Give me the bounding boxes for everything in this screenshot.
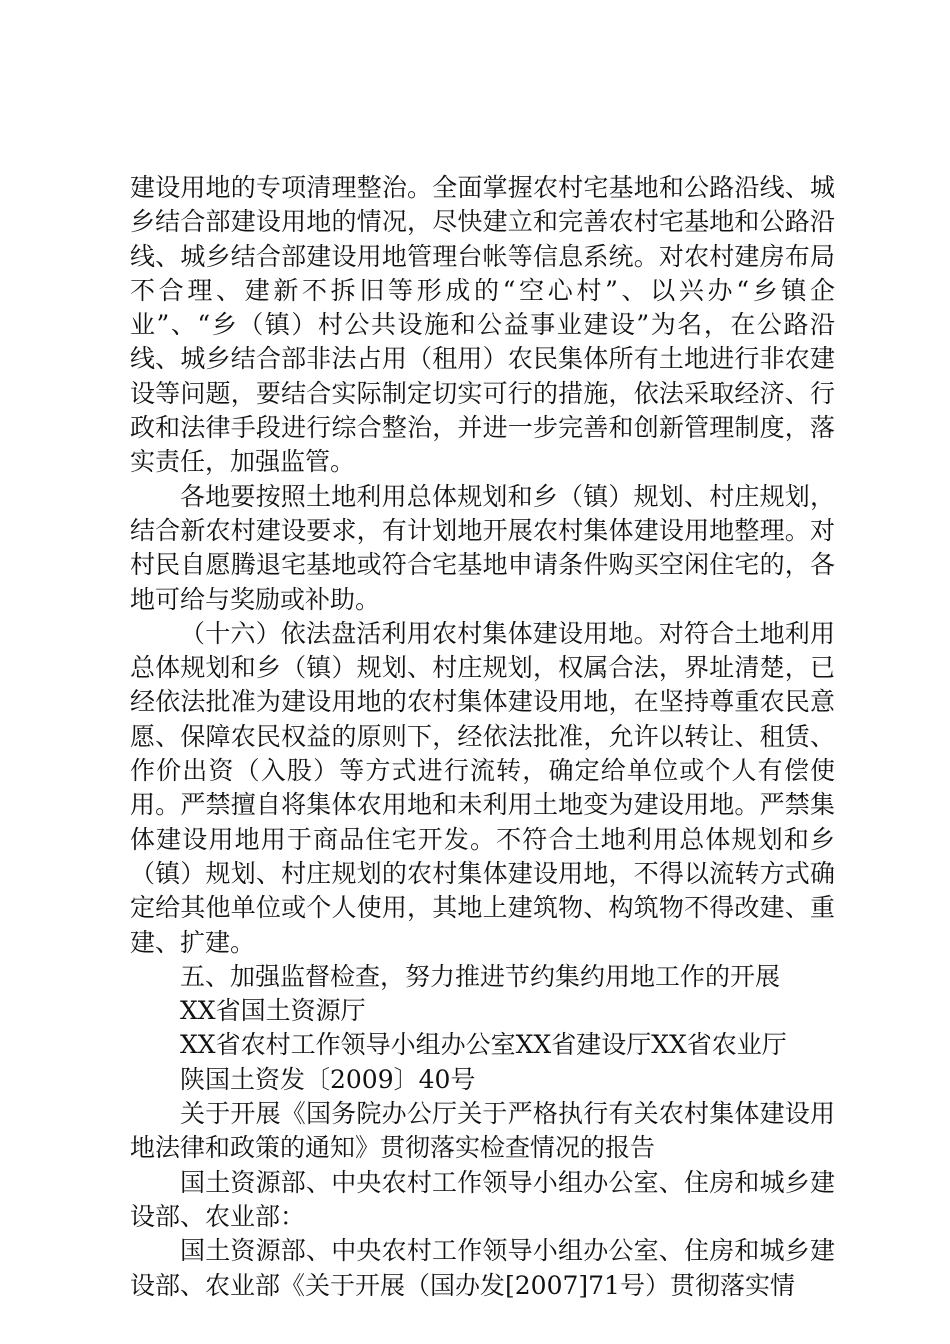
issuer-other-departments: XX省农村工作领导小组办公室XX省建设厅XX省农业厅 [180,1030,787,1060]
paragraph-land-consolidation: 各地要按照土地利用总体规划和乡（镇）规划、村庄规划，结合新农村建设要求，有计划地开展农村集体建设用地整理。对村民自愿腾退宅基地或符合宅基地申请条件购买空闲住宅的，各地可给与奖励或补助。 [130,481,835,614]
section-heading-five: 五、加强监督检查，努力推进节约集约用地工作的开展 [180,961,781,991]
document-page [130,171,835,1303]
report-addressees: 国土资源部、中央农村工作领导小组办公室、住房和城乡建设部、农业部： [130,1167,835,1231]
document-number: 陕国土资发〔2009〕40号 [180,1064,476,1094]
issuer-land-department: XX省国土资源厅 [180,996,366,1026]
paragraph-item-sixteen: （十六）依法盘活利用农村集体建设用地。对符合土地利用总体规划和乡（镇）规划、村庄规划，权属合法，界址清楚，已经依法批准为建设用地的农村集体建设用地，在坚持尊重农民意愿、保障农民权益的原则下，经依法批准，允许以转让、租赁、作价出资（入股）等方式进行流转，确定给单位或个人有偿使用。严禁擅自将集体农用地和未利用土地变为建设用地。严禁集体建设用地用于商品住宅开发。不符合土地利用总体规划和乡（镇）规划、村庄规划的农村集体建设用地，不得以流转方式确定给其他单位或个人使用，其地上建筑物、构筑物不得改建、重建、扩建。 [130,618,835,957]
report-body-start: 国土资源部、中央农村工作领导小组办公室、住房和城乡建设部、农业部《关于开展（国办发[2007]71号）贯彻落实情 [130,1236,835,1300]
report-title: 关于开展《国务院办公厅关于严格执行有关农村集体建设用地法律和政策的通知》贯彻落实检查情况的报告 [130,1099,835,1163]
paragraph-land-cleanup: 建设用地的专项清理整治。全面掌握农村宅基地和公路沿线、城乡结合部建设用地的情况，尽快建立和完善农村宅基地和公路沿线、城乡结合部建设用地管理台帐等信息系统。对农村建房布局不合理、建新不拆旧等形成的“空心村”、以兴办“乡镇企业”、“乡（镇）村公共设施和公益事业建设”为名，在公路沿线、城乡结合部非法占用（租用）农民集体所有土地进行非农建设等问题，要结合实际制定切实可行的措施，依法采取经济、行政和法律手段进行综合整治，并进一步完善和创新管理制度，落实责任，加强监管。 [130,173,835,477]
